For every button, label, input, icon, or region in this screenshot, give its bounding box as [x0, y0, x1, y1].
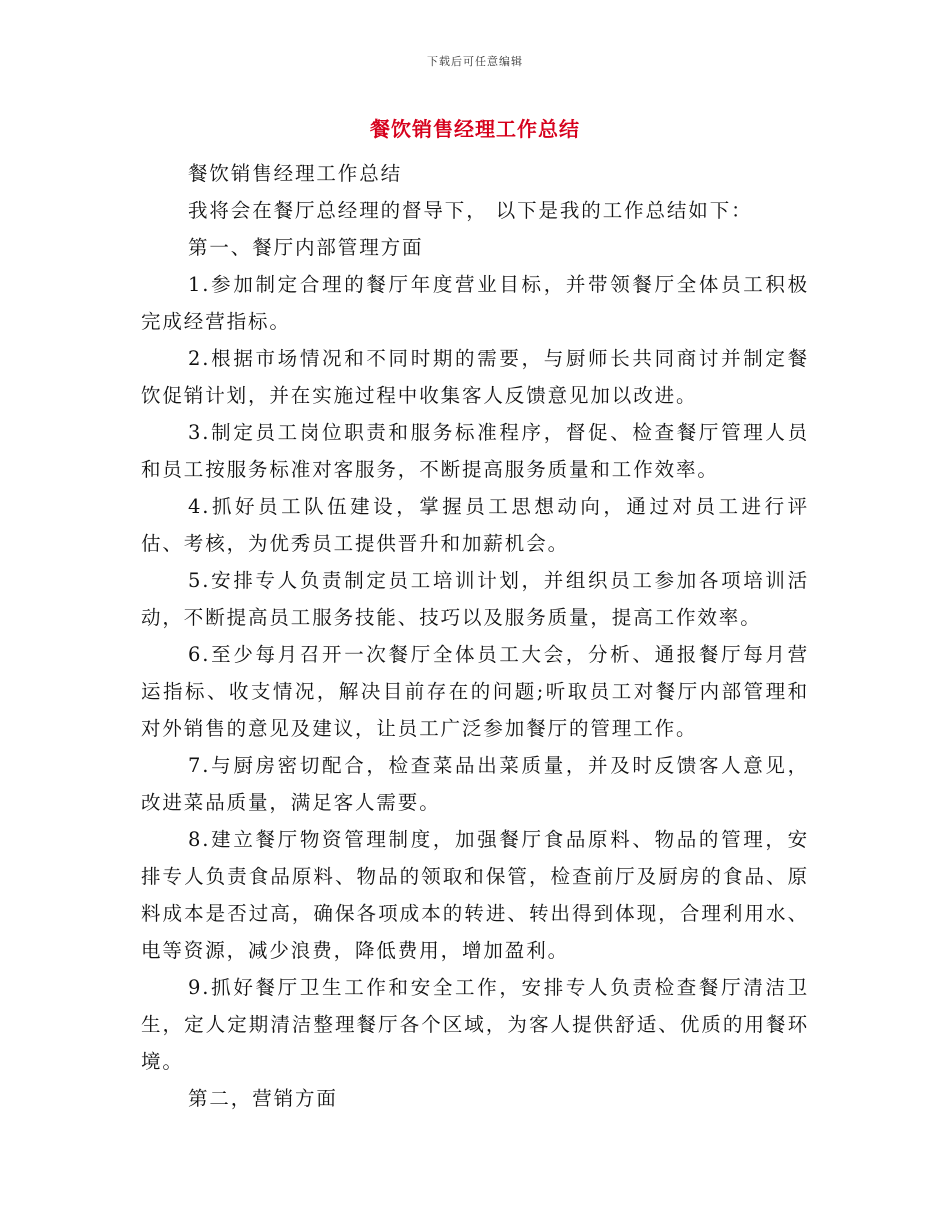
section-heading-internal-management: 第一、餐厅内部管理方面	[188, 236, 424, 259]
paragraph-item-5: 5.安排专人负责制定员工培训计划，并组织员工参加各项培训活动，不断提高员工服务技能、技巧以及服务质量，提高工作效率。	[141, 569, 809, 629]
page-header-note: 下载后可任意编辑	[427, 55, 523, 68]
paragraph-item-7: 7.与厨房密切配合，检查菜品出菜质量，并及时反馈客人意见，改进菜品质量，满足客人需要。	[141, 754, 809, 814]
document-title: 餐饮销售经理工作总结	[370, 117, 580, 141]
section-heading-marketing: 第二，营销方面	[188, 1087, 338, 1110]
paragraph-item-2: 2.根据市场情况和不同时期的需要，与厨师长共同商讨并制定餐饮促销计划，并在实施过程中收集客人反馈意见加以改进。	[141, 347, 809, 407]
paragraph-item-9: 9.抓好餐厅卫生工作和安全工作，安排专人负责检查餐厅清洁卫生，定人定期清洁整理餐厅各个区域，为客人提供舒适、优质的用餐环境。	[141, 976, 809, 1073]
paragraph-intro: 我将会在餐厅总经理的督导下， 以下是我的工作总结如下：	[188, 199, 753, 222]
paragraph-item-4: 4.抓好员工队伍建设，掌握员工思想动向，通过对员工进行评估、考核，为优秀员工提供晋升和加薪机会。	[141, 495, 809, 555]
paragraph-item-8: 8.建立餐厅物资管理制度，加强餐厅食品原料、物品的管理，安排专人负责食品原料、物品的领取和保管，检查前厅及厨房的食品、原料成本是否过高，确保各项成本的转进、转出得到体现，合理利用水、电等资源，减少浪费，降低费用，增加盈利。	[141, 828, 809, 962]
paragraph-item-6: 6.至少每月召开一次餐厅全体员工大会，分析、通报餐厅每月营运指标、收支情况，解决目前存在的问题;听取员工对餐厅内部管理和对外销售的意见及建议，让员工广泛参加餐厅的管理工作。	[141, 643, 809, 740]
paragraph-subtitle: 餐饮销售经理工作总结	[188, 162, 403, 185]
document-body	[141, 155, 809, 1117]
paragraph-item-1: 1.参加制定合理的餐厅年度营业目标，并带领餐厅全体员工积极完成经营指标。	[141, 273, 809, 333]
paragraph-item-3: 3.制定员工岗位职责和服务标准程序，督促、检查餐厅管理人员和员工按服务标准对客服务，不断提高服务质量和工作效率。	[141, 421, 809, 481]
